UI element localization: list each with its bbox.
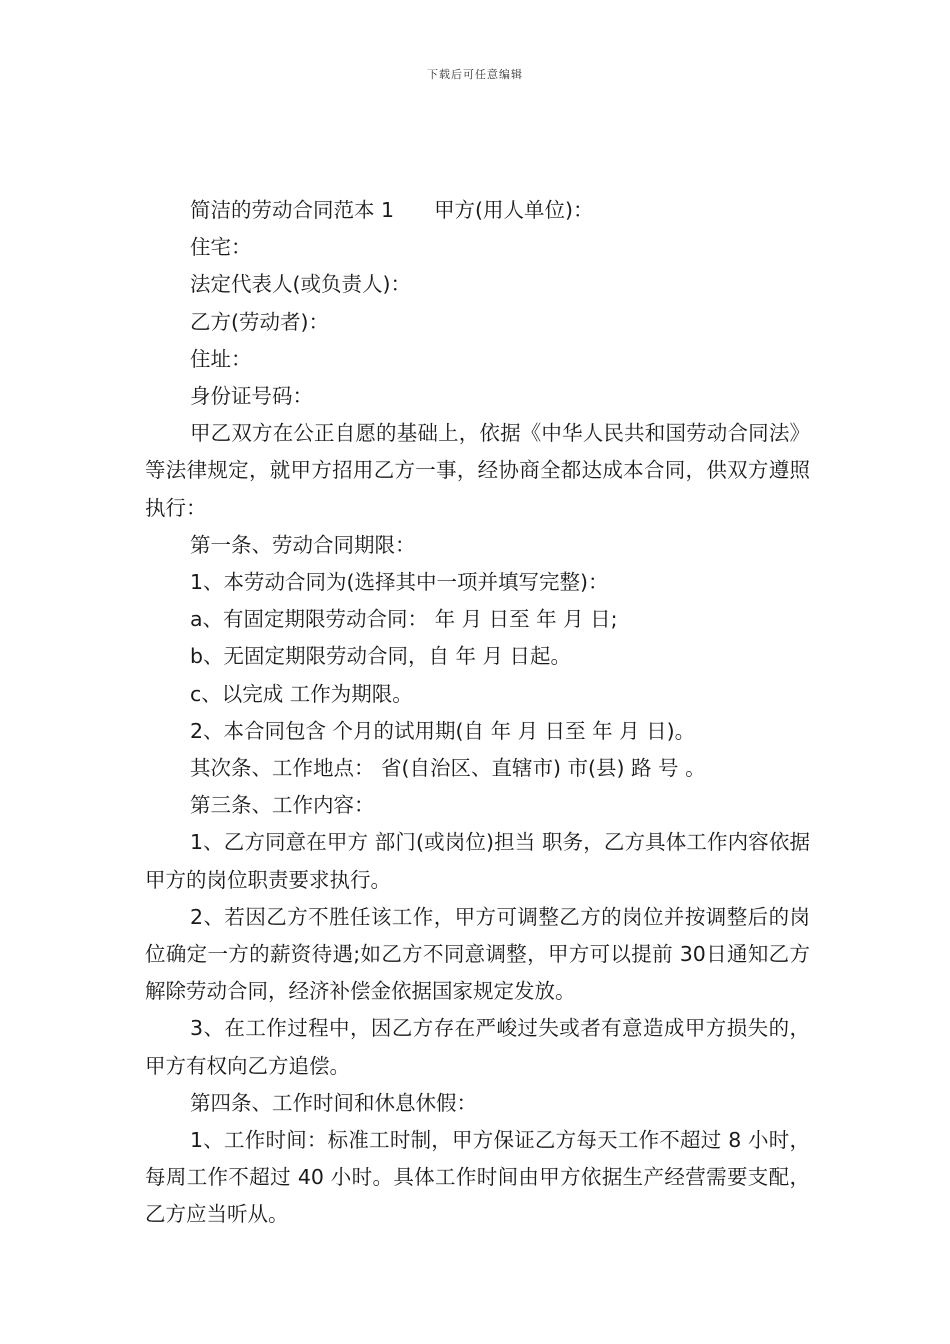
paragraph: 住址： <box>190 346 252 371</box>
paragraph: 第四条、工作时间和休息休假： <box>190 1090 477 1115</box>
paragraph: 1、本劳动合同为(选择其中一项并填写完整)： <box>190 570 609 595</box>
document-title: 简洁的劳动合同范本 1 <box>190 198 395 222</box>
paragraph: 住宅： <box>190 235 252 260</box>
paragraph: 1、工作时间：标准工时制，甲方保证乙方每天工作不超过 8 小时，每周工作不超过 40 小时。具体工作时间由甲方依据生产经营需要支配，乙方应当听从。 <box>145 1128 810 1227</box>
page-header-note: 下载后可任意编辑 <box>427 68 523 81</box>
paragraph: 甲乙双方在公正自愿的基础上，依据《中华人民共和国劳动合同法》等法律规定，就甲方招用乙方一事，经协商全都达成本合同，供双方遵照执行： <box>145 421 810 520</box>
paragraph: 其次条、工作地点： 省(自治区、直辖市) 市(县) 路 号 。 <box>190 756 706 781</box>
title-line <box>145 192 810 229</box>
paragraph: 法定代表人(或负责人)： <box>190 272 411 297</box>
paragraph: 1、乙方同意在甲方 部门(或岗位)担当 职务，乙方具体工作内容依据甲方的岗位职责要求执行。 <box>145 830 810 892</box>
paragraph: 第一条、劳动合同期限： <box>190 532 416 557</box>
party-a-label: 甲方(用人单位)： <box>434 198 594 222</box>
paragraph: b、无固定期限劳动合同，自 年 月 日起。 <box>190 644 572 669</box>
document-body <box>145 192 810 1234</box>
paragraph: 2、若因乙方不胜任该工作，甲方可调整乙方的岗位并按调整后的岗位确定一方的薪资待遇;如乙方不同意调整，甲方可以提前 30日通知乙方解除劳动合同，经济补偿金依据国家规定发放。 <box>145 904 810 1004</box>
paragraph: a、有固定期限劳动合同： 年 月 日至 年 月 日; <box>190 607 618 632</box>
paragraph: 身份证号码： <box>190 384 313 409</box>
paragraph: 第三条、工作内容： <box>190 793 375 818</box>
paragraph: 乙方(劳动者)： <box>190 309 329 334</box>
paragraph: c、以完成 工作为期限。 <box>190 681 413 706</box>
paragraph: 2、本合同包含 个月的试用期(自 年 月 日至 年 月 日)。 <box>190 718 696 743</box>
paragraph: 3、在工作过程中，因乙方存在严峻过失或者有意造成甲方损失的，甲方有权向乙方追偿。 <box>145 1016 810 1078</box>
